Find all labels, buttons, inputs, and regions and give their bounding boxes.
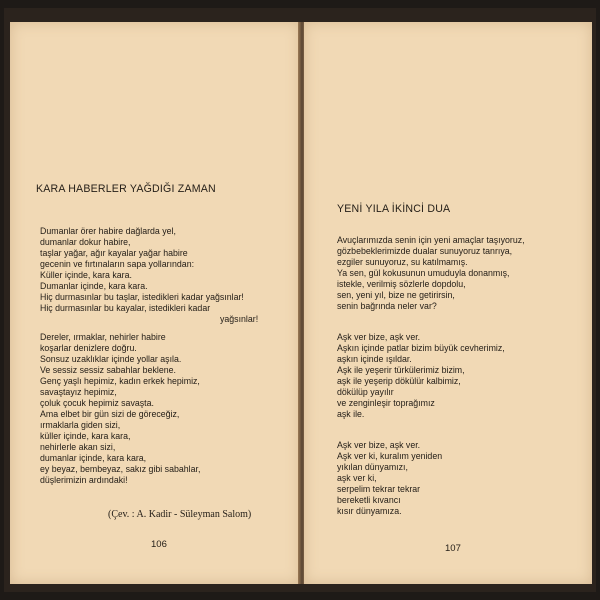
stanza xyxy=(337,235,525,312)
poem-line: ezgiler sunuyoruz, su katılmamış. xyxy=(337,257,468,267)
stanza xyxy=(40,332,200,486)
page-number: 106 xyxy=(151,539,167,550)
poem-line: bereketli kıvancı xyxy=(337,495,401,505)
stanza xyxy=(337,332,505,420)
poem-line: Ya sen, gül kokusunun umuduyla donanmış, xyxy=(337,268,510,278)
poem-line: aşk ver ki, xyxy=(337,473,377,483)
poem-line: savaştayız hepimiz, xyxy=(40,387,117,397)
poem-line: yıkılan dünyamızı, xyxy=(337,462,408,472)
poem-line: küller içinde, kara kara, xyxy=(40,431,131,441)
poem-line: düşlerimizin ardındaki! xyxy=(40,475,128,485)
poem-line: yağsınlar! xyxy=(220,314,259,324)
poem-line: çoluk çocuk hepimiz savaşta. xyxy=(40,398,154,408)
stanza xyxy=(337,440,442,517)
page-number: 107 xyxy=(445,543,461,554)
poem-line: dumanlar dokur habire, xyxy=(40,237,131,247)
poem-line: Aşk ver ki, kuralım yeniden xyxy=(337,451,443,461)
poem-line: Aşkın içinde patlar bizim büyük cevherimiz, xyxy=(337,343,505,353)
poem-line: kısır dünyamıza. xyxy=(337,506,402,516)
translator-credit: (Çev. : A. Kadir - Süleyman Salom) xyxy=(108,509,252,520)
poem-line: gecenin ve fırtınaların sapa yollarından: xyxy=(40,259,195,269)
poem-line: senin bağrında neler var? xyxy=(337,301,437,311)
poem-line: Genç yaşlı hepimiz, kadın erkek hepimiz, xyxy=(40,376,200,386)
poem-line: istekle, verilmiş sözlerle dopdolu, xyxy=(337,279,466,289)
poem-line: gözbebeklerimizde dualar sunuyoruz tanrıya, xyxy=(337,246,513,256)
poem-line: koşarlar denizlere doğru. xyxy=(40,343,137,353)
poem-line: Dumanlar içinde, kara kara. xyxy=(40,281,148,291)
poem-line: Sonsuz uzaklıklar içinde yollar aşıla. xyxy=(40,354,182,364)
poem-line: sen, yeni yıl, bize ne getirirsin, xyxy=(337,290,455,300)
poem-line: Aşk ver bize, aşk ver. xyxy=(337,440,421,450)
poem-line: Aşk ver bize, aşk ver. xyxy=(337,332,421,342)
poem-line: Dumanlar örer habire dağlarda yel, xyxy=(40,226,176,236)
poem-title: YENİ YILA İKİNCİ DUA xyxy=(337,203,451,215)
poem-line: aşkın içinde ışıldar. xyxy=(337,354,412,364)
poem-title: KARA HABERLER YAĞDIĞI ZAMAN xyxy=(36,183,216,195)
poem-line: Küller içinde, kara kara. xyxy=(40,270,132,280)
poem-line: Avuçlarımızda senin için yeni amaçlar taşıyoruz, xyxy=(337,235,525,245)
poem-line: Ve sessiz sessiz sabahlar beklene. xyxy=(40,365,176,375)
open-book xyxy=(4,8,596,592)
poem-line: taşlar yağar, ağır kayalar yağar habire xyxy=(40,248,188,258)
poem-line: aşk ile. xyxy=(337,409,365,419)
poem-line: Ama elbet bir gün sizi de göreceğiz, xyxy=(40,409,180,419)
poem-line: aşk ile yeşerip dökülür kalbimiz, xyxy=(337,376,461,386)
poem-line: dumanlar içinde, kara kara, xyxy=(40,453,147,463)
poem-line: Aşk ile yeşerir türkülerimiz bizim, xyxy=(337,365,465,375)
poem-line: Dereler, ırmaklar, nehirler habire xyxy=(40,332,166,342)
poem-line: Hiç durmasınlar bu taşlar, istedikleri kadar yağsınlar! xyxy=(40,292,244,302)
stanza xyxy=(40,226,258,325)
right-page xyxy=(304,22,592,584)
poem-line: Hiç durmasınlar bu kayalar, istedikleri kadar xyxy=(40,303,211,313)
left-page xyxy=(10,22,300,584)
poem-line: nehirlerle akan sizi, xyxy=(40,442,116,452)
poem-line: dökülüp yayılır xyxy=(337,387,394,397)
poem-line: ve zenginleşir toprağımız xyxy=(337,398,435,408)
poem-line: ırmaklarla giden sizi, xyxy=(40,420,121,430)
poem-line: ey beyaz, bembeyaz, sakız gibi sabahlar, xyxy=(40,464,201,474)
poem-line: serpelim tekrar tekrar xyxy=(337,484,421,494)
